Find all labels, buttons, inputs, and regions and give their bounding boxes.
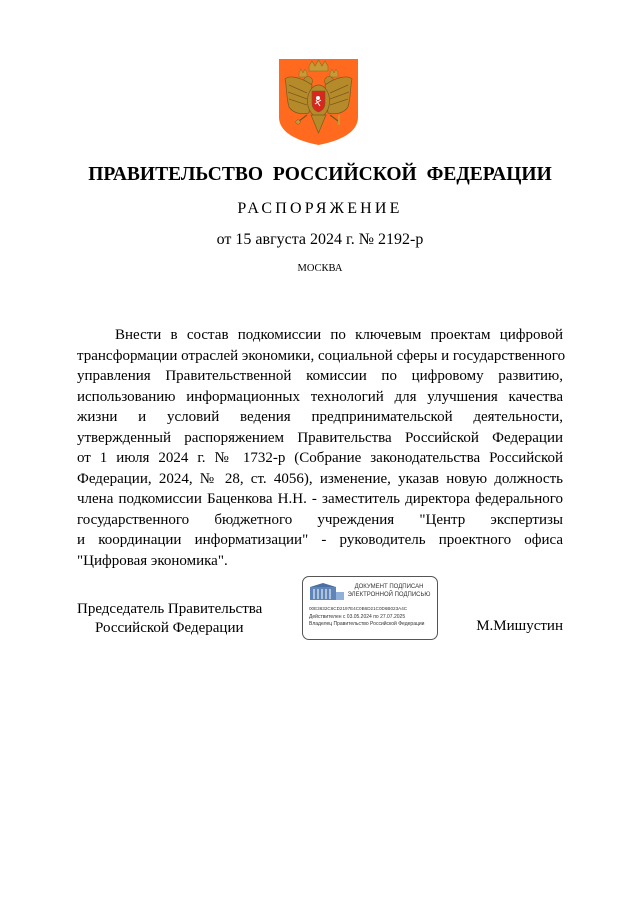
government-title: ПРАВИТЕЛЬСТВО РОССИЙСКОЙ ФЕДЕРАЦИИ	[88, 164, 552, 185]
signatory-position-line: Российской Федерации	[95, 620, 244, 636]
order-text-line: Внести в состав подкомиссии по ключевым проектам цифровой	[115, 327, 563, 343]
signatory-position-line: Председатель Правительства	[77, 601, 263, 617]
order-text-line: члена подкомиссии Баценкова Н.Н. - заместитель директора федерального	[77, 491, 563, 507]
order-text-line: жизни и условий ведения предпринимательской деятельности,	[77, 409, 563, 425]
order-text	[77, 325, 566, 571]
signatory-position	[77, 600, 277, 638]
order-text-line: использованию информационных технологий для улучшения качества	[77, 388, 563, 405]
document-city: МОСКВА	[297, 263, 343, 274]
coat-of-arms-icon	[277, 57, 360, 146]
order-text-line: и координации информатизации" - руководитель проектного офиса	[77, 532, 563, 548]
stamp-owner: Владелец Правительство Российской Федерации	[309, 621, 425, 627]
stamp-title-line: ЭЛЕКТРОННОЙ ПОДПИСЬЮ	[347, 591, 431, 598]
order-text-line: трансформации отраслей экономики, социальной сферы и государственного	[77, 347, 566, 364]
order-text-line: управления Правительственной комиссии по цифровому развитию,	[77, 368, 563, 384]
order-text-line: утвержденный распоряжением Правительства Российской Федерации	[77, 429, 563, 446]
order-text-line: от 1 июля 2024 г. № 1732-р (Собрание законодательства Российской	[77, 450, 563, 466]
order-text-line: Федерации, 2024, № 28, ст. 4056), изменение, указав новую должность	[77, 470, 563, 487]
signatory-name: М.Мишустин	[476, 618, 563, 634]
electronic-signature-stamp	[302, 576, 438, 640]
document-date-number: от 15 августа 2024 г. № 2192-р	[216, 231, 424, 248]
signature-building-icon	[309, 583, 345, 601]
stamp-title	[345, 584, 433, 599]
document-type: РАСПОРЯЖЕНИЕ	[237, 200, 403, 217]
order-text-line: "Цифровая экономика".	[77, 552, 228, 569]
stamp-validity: Действителен с 03.05.2024 по 27.07.2025	[309, 614, 406, 620]
order-text-line: государственного бюджетного учреждения "Центр экспертизы	[77, 511, 563, 528]
stamp-serial-number: 00E3632C6CD2197E4C0B6D21C0D6B023A4C	[309, 606, 408, 611]
stamp-title-line: ДОКУМЕНТ ПОДПИСАН	[354, 584, 424, 590]
